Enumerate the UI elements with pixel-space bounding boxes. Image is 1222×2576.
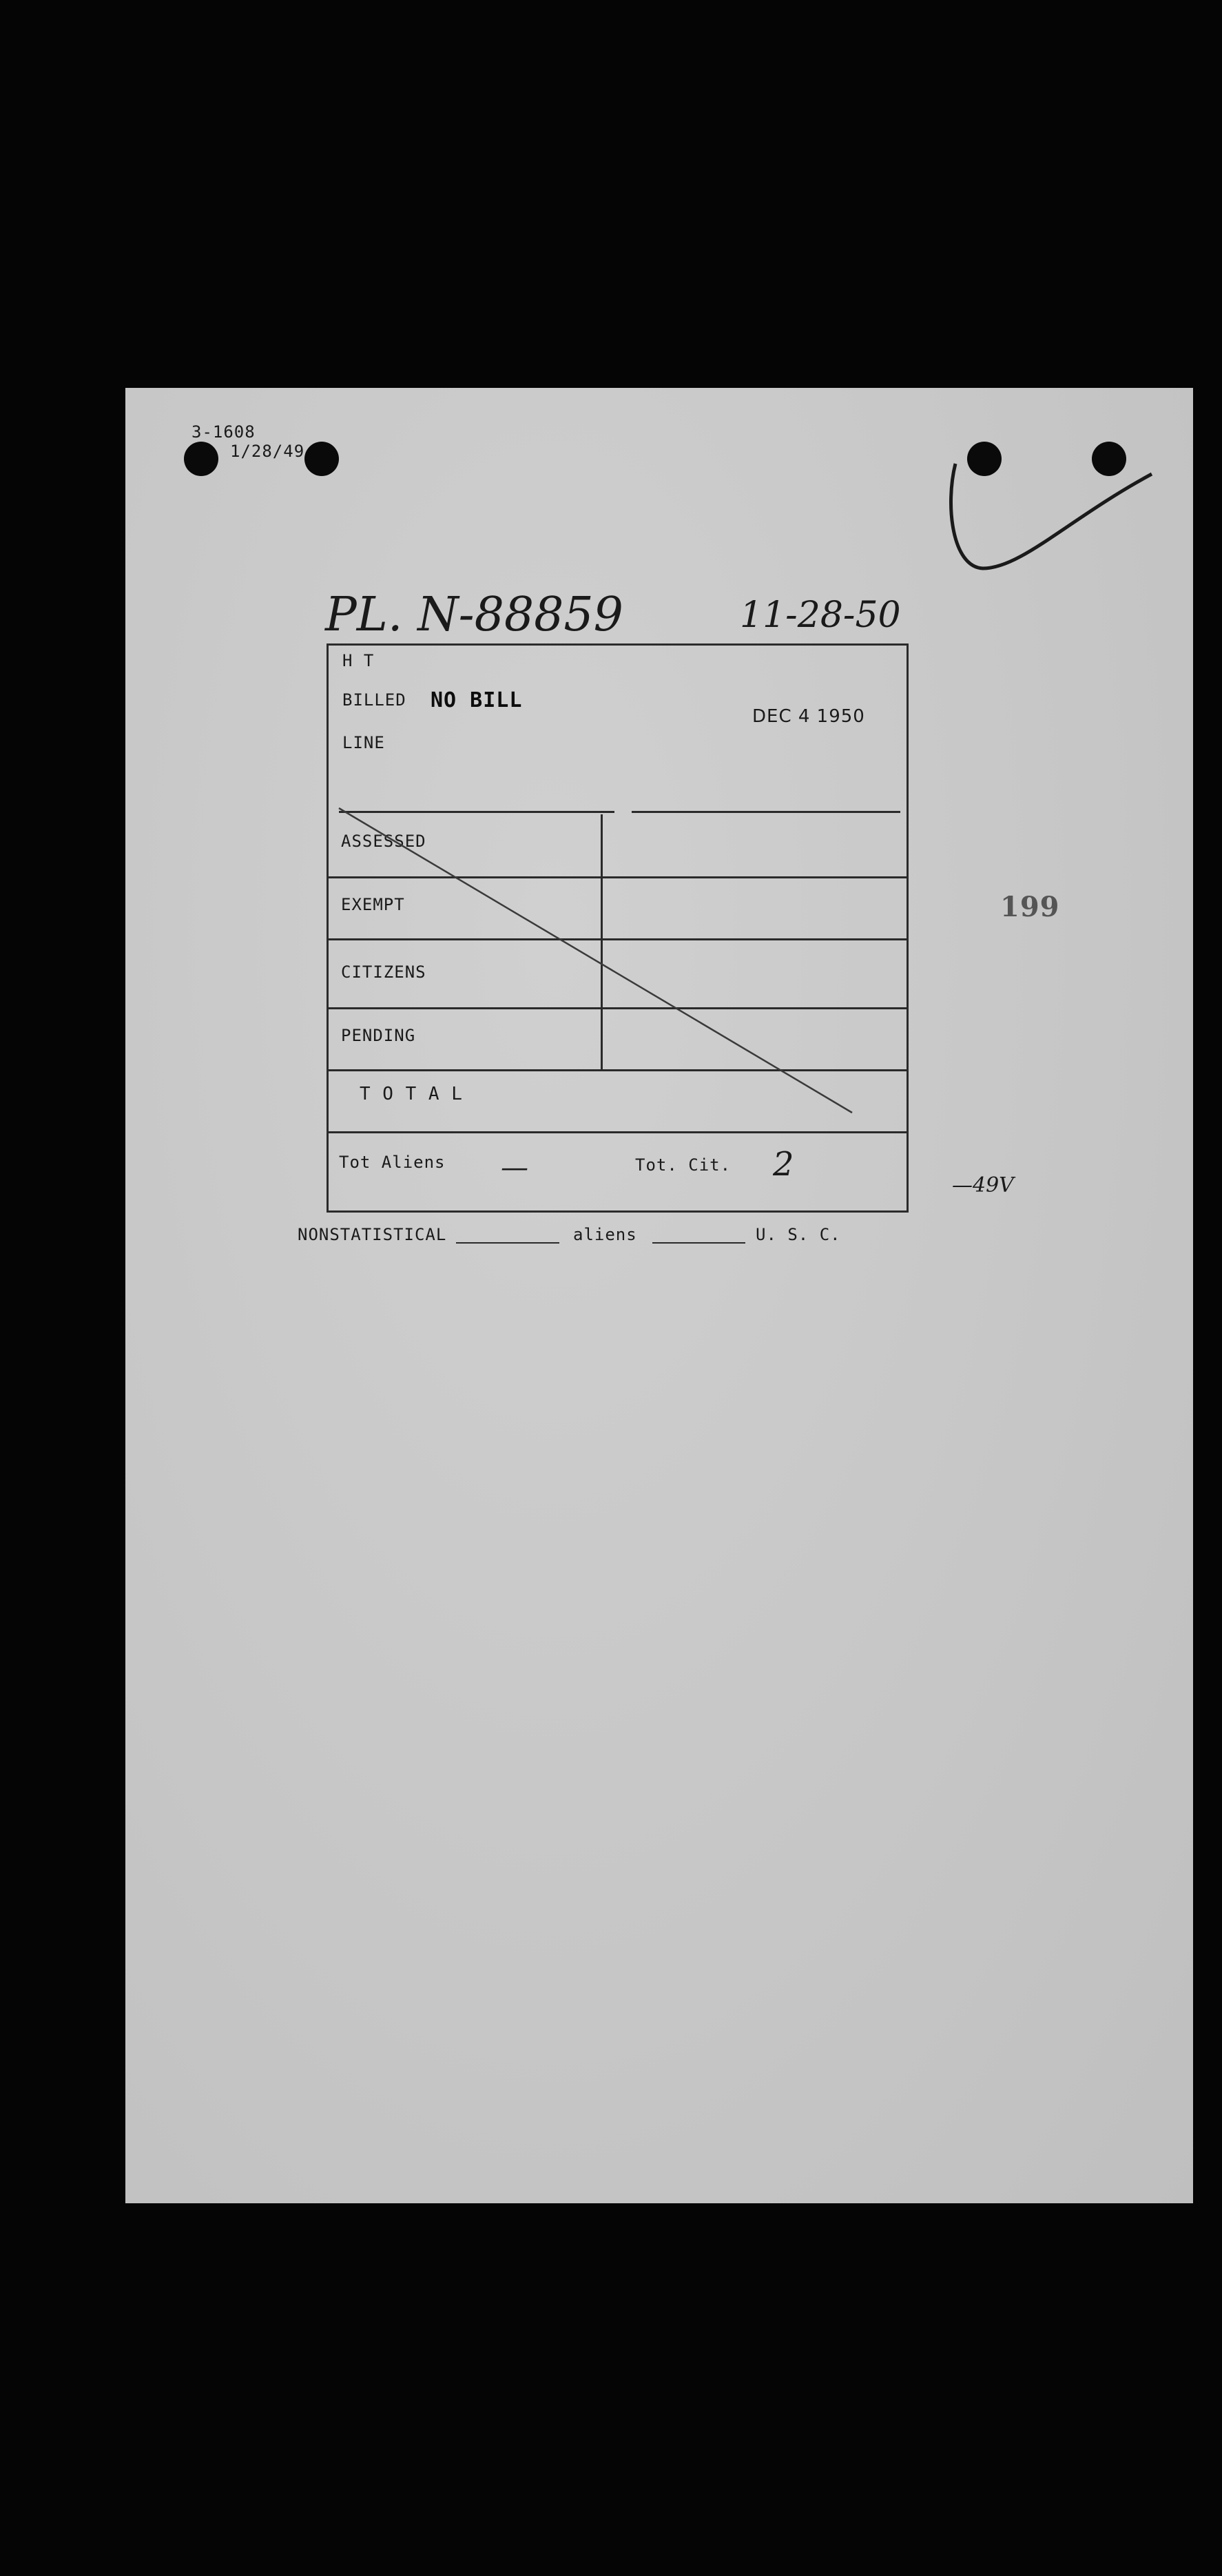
tot-cit-value: 2 (773, 1145, 794, 1184)
no-bill-stamp: NO BILL (431, 688, 523, 712)
aliens-label: aliens (573, 1225, 637, 1244)
line-label: LINE (342, 733, 385, 752)
tot-aliens-label: Tot Aliens (339, 1153, 446, 1172)
document-page (125, 388, 1193, 2203)
row-label-exempt: EXEMPT (341, 895, 405, 914)
tot-cit-label: Tot. Cit. (635, 1155, 732, 1175)
cancel-line (125, 388, 1193, 2203)
row-label-pending: PENDING (341, 1026, 416, 1045)
blank-line (456, 1242, 559, 1244)
row-label-citizens: CITIZENS (341, 962, 426, 982)
total-label: T O T A L (360, 1084, 463, 1104)
row-label-assessed: ASSESSED (341, 832, 426, 851)
blank-line (652, 1242, 745, 1244)
usc-label: U. S. C. (756, 1225, 841, 1244)
ticket-code: H T (342, 651, 375, 670)
reference-number: PL. N-88859 (325, 588, 623, 642)
tot-aliens-value: — (501, 1152, 528, 1184)
stamp-date: DEC 4 1950 (752, 706, 865, 727)
nonstatistical-label: NONSTATISTICAL (298, 1225, 447, 1244)
form-number: 3-1608 (191, 422, 256, 442)
billed-label: BILLED (342, 690, 406, 710)
form-date: 1/28/49 (230, 442, 305, 461)
side-number: 199 (1000, 891, 1060, 923)
margin-note: —49V (952, 1173, 1014, 1197)
handwritten-date: 11-28-50 (740, 595, 901, 636)
